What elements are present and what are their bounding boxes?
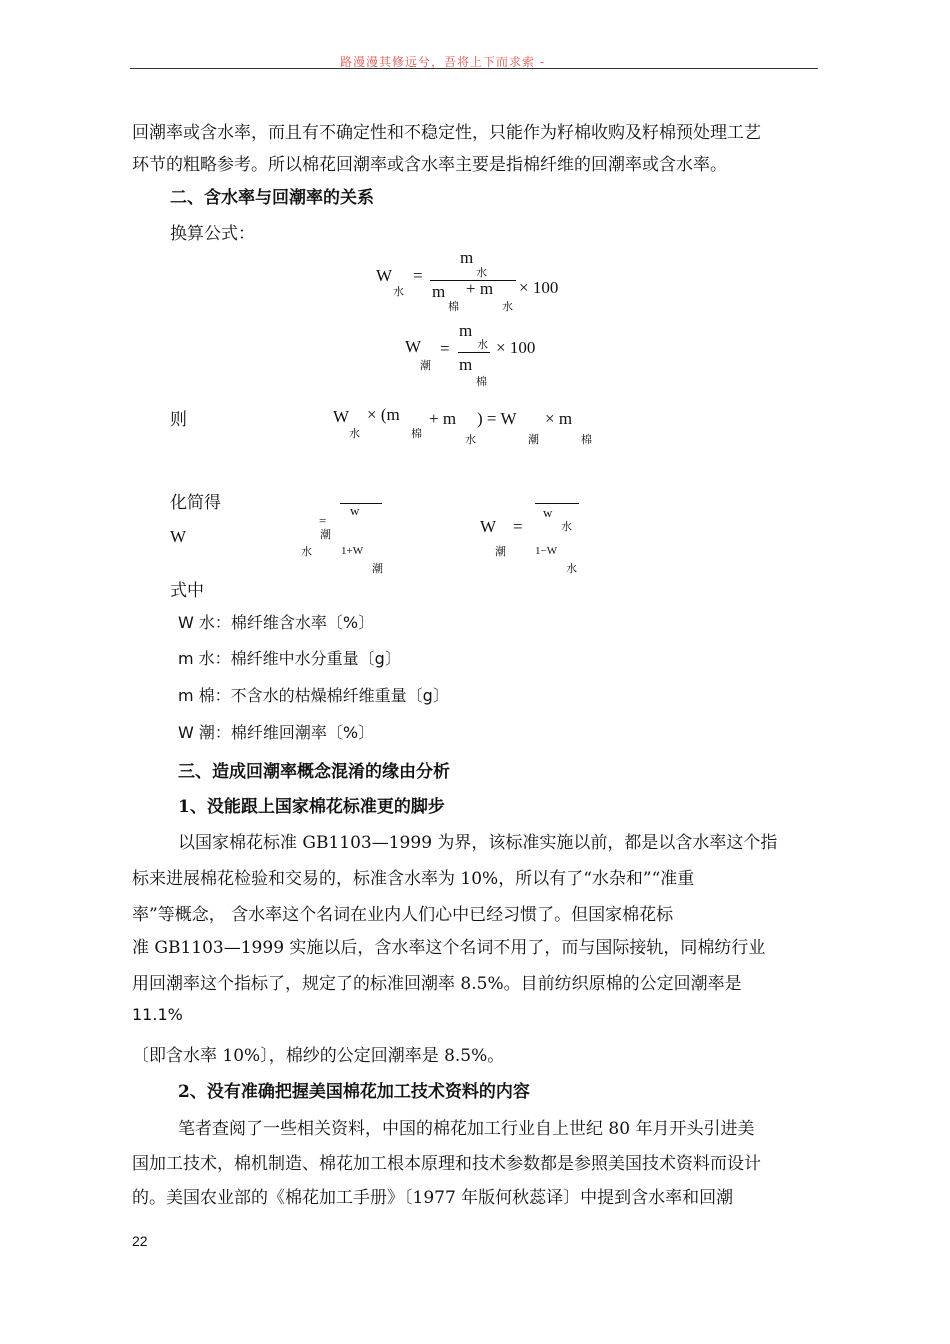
formula-subscript: 水 xyxy=(476,267,487,279)
formula-subscript: 水 xyxy=(477,339,488,351)
formula-subscript: 潮 xyxy=(420,360,431,372)
formula-subscript: 水 xyxy=(502,301,513,313)
formula-symbol: W xyxy=(333,407,350,426)
section-heading: 三、造成回潮率概念混淆的缘由分析 xyxy=(178,762,450,782)
paragraph-line: 率”等概念， 含水率这个名词在业内人们心中已经习惯了。但国家棉花标 xyxy=(132,905,674,925)
fraction-bar xyxy=(535,503,579,504)
paragraph-line: 标来进展棉花检验和交易的，标准含水率为 10%，所以有了“水杂和”“准重 xyxy=(132,869,695,889)
paragraph-line: 〔即含水率 10%〕，棉纱的公定回潮率是 8.5%。 xyxy=(132,1046,505,1066)
formula-subscript: 棉 xyxy=(476,376,487,388)
formula-symbol: W xyxy=(405,337,422,356)
formula-symbol: W xyxy=(480,517,497,536)
formula-subscript: 水 xyxy=(561,521,572,533)
formula-subscript: 棉 xyxy=(581,434,592,446)
formula-times: × 100 xyxy=(496,338,536,357)
paragraph-line: 回潮率或含水率，而且有不确定性和不稳定性，只能作为籽棉收购及籽棉预处理工艺 xyxy=(132,123,761,143)
paragraph-line: 11.1% xyxy=(132,1005,183,1024)
formula-term: × (m xyxy=(367,405,400,424)
formula-subscript: 水 xyxy=(465,434,476,446)
formula-denominator: m xyxy=(432,282,446,301)
formula-intro: 换算公式： xyxy=(170,224,255,244)
formula-subscript: 水 xyxy=(301,546,312,558)
paragraph-line: 以国家棉花标准 GB1103—1999 为界，该标准实施以前，都是以含水率这个指 xyxy=(178,833,778,853)
formula-denominator: 1−W xyxy=(535,545,558,557)
simplify-label: 化简得 xyxy=(170,493,221,513)
formula-subscript: 潮 xyxy=(320,529,331,541)
definition-item: W 水：棉纤维含水率〔%〕 xyxy=(178,613,375,632)
formula-numerator: w xyxy=(543,505,553,520)
formula-subscript: 水 xyxy=(393,286,404,298)
page-number: 22 xyxy=(132,1233,148,1249)
formula-subscript: 棉 xyxy=(411,428,422,440)
formula-subscript: 潮 xyxy=(528,434,539,446)
formula-subscript: 水 xyxy=(566,563,577,575)
formula-subscript: 潮 xyxy=(495,546,506,558)
paragraph-line: 笔者查阅了一些相关资料，中国的棉花加工行业自上世纪 80 年月开头引进美 xyxy=(178,1119,755,1139)
paragraph-line: 的。美国农业部的《棉花加工手册》〔1977 年版何秋蕊译〕中提到含水率和回潮 xyxy=(132,1188,734,1208)
paragraph-line: 用回潮率这个指标了，规定了的标准回潮率 8.5%。目前纺织原棉的公定回潮率是 xyxy=(132,974,742,994)
fraction-bar xyxy=(458,352,490,353)
formula-plus: + m xyxy=(429,409,457,428)
formula-denominator: 1+W xyxy=(341,545,364,557)
formula-equals: = xyxy=(319,513,327,528)
definition-item: m 水：棉纤维中水分重量〔g〕 xyxy=(178,649,401,668)
formula-equals: = xyxy=(513,517,523,536)
formula-subscript: 水 xyxy=(349,428,360,440)
subsection-heading: 1、没能跟上国家棉花标准更的脚步 xyxy=(178,797,445,817)
formula-equals: = xyxy=(413,266,423,285)
definitions-label: 式中 xyxy=(170,581,204,601)
formula-subscript: 潮 xyxy=(372,563,383,575)
formula-symbol: W xyxy=(170,527,187,546)
formula-equals: = xyxy=(440,339,450,358)
definition-item: m 棉：不含水的枯燥棉纤维重量〔g〕 xyxy=(178,686,449,705)
definition-item: W 潮：棉纤维回潮率〔%〕 xyxy=(178,723,375,742)
formula-plus: + m xyxy=(466,279,494,298)
fraction-bar xyxy=(340,503,382,504)
header-divider xyxy=(130,68,818,69)
formula-denominator: m xyxy=(459,355,473,374)
formula-numerator: w xyxy=(350,503,360,518)
header-motto: 路漫漫其修远兮，吾将上下而求索 - xyxy=(340,55,545,69)
paragraph-line: 国加工技术，棉机制造、棉花加工根本原理和技术参数都是参照美国技术资料而设计 xyxy=(132,1154,761,1174)
formula-symbol: W xyxy=(376,266,393,285)
subsection-heading: 2、没有准确把握美国棉花加工技术资料的内容 xyxy=(178,1082,530,1102)
then-label: 则 xyxy=(170,410,187,430)
section-heading: 二、含水率与回潮率的关系 xyxy=(170,188,374,208)
formula-numerator: m xyxy=(459,321,473,340)
formula-subscript: 棉 xyxy=(448,301,459,313)
paragraph-line: 环节的粗略参考。所以棉花回潮率或含水率主要是指棉纤维的回潮率或含水率。 xyxy=(132,155,727,175)
paragraph-line: 准 GB1103—1999 实施以后，含水率这个名词不用了，而与国际接轨，同棉纺行业 xyxy=(132,938,766,958)
formula-numerator: m xyxy=(460,248,474,267)
formula-times: × 100 xyxy=(519,278,559,297)
formula-times: × m xyxy=(545,409,573,428)
formula-equals: ) = W xyxy=(477,409,517,428)
